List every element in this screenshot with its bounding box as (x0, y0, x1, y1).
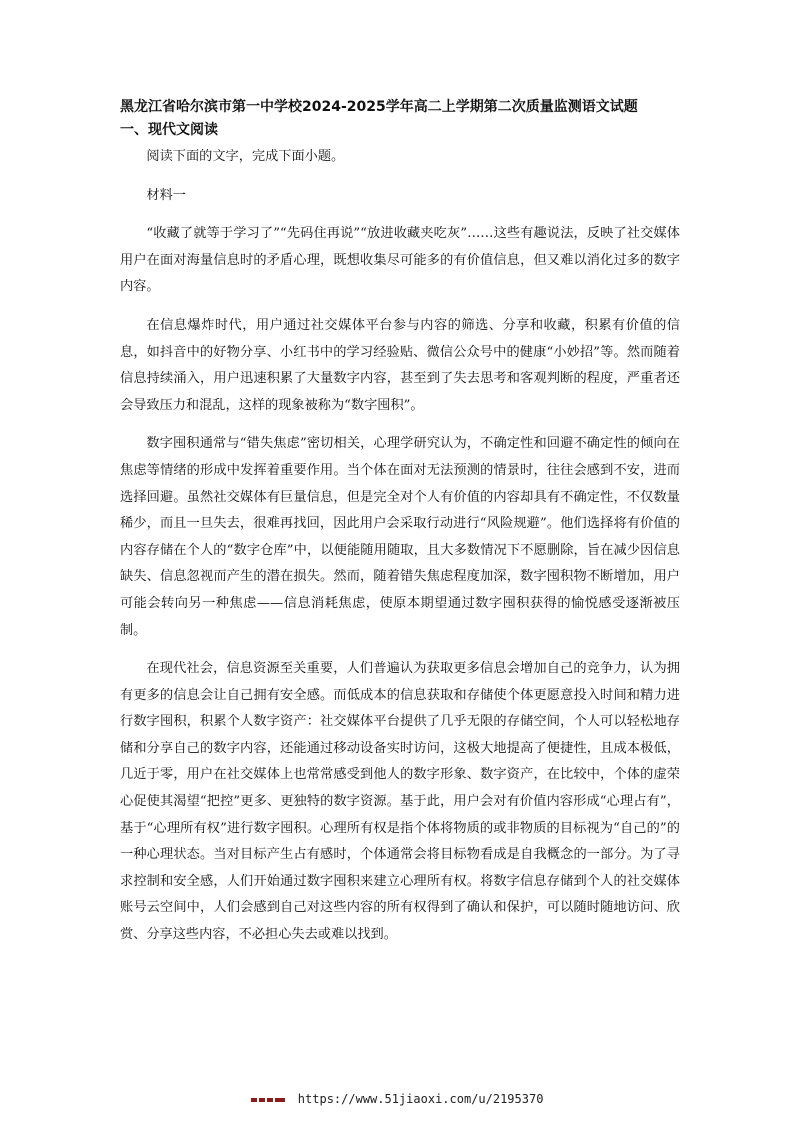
document-title: 黑龙江省哈尔滨市第一中学校2024-2025学年高二上学期第二次质量监测语文试题 (120, 99, 638, 115)
page-footer (0, 1092, 794, 1107)
jiaoxi-logo-icon (251, 1093, 285, 1107)
document-body (120, 144, 680, 949)
paragraph-4: 在现代社会，信息资源至关重要，人们普遍认为获取更多信息会增加自己的竞争力，认为拥有更多的信息会让自己拥有安全感。而低成本的信息获取和存储使个体更愿意投入时间和精力进行数字囤积，积累个人数字资产：社交媒体平台提供了几乎无限的存储空间，个人可以轻松地存储和分享自己的数字内容，还能通过移动设备实时访问，这极大地提高了便捷性，且成本极低，几近于零，用户在社交媒体上也常常感受到他人的数字形象、数字资产，在比较中，个体的虚荣心促使其渴望“把控”更多、更独特的数字资源。基于此，用户会对有价值内容形成“心理占有”，基于“心理所有权”进行数字囤积。心理所有权是指个体将物质的或非物质的目标视为“自己的”的一种心理状态。当对目标产生占有感时，个体通常会将目标物看成是自我概念的一部分。为了寻求控制和安全感，人们开始通过数字囤积来建立心理所有权。将数字信息存储到个人的社交媒体账号云空间中，人们会感到自己对这些内容的所有权得到了确认和保护，可以随时随地访问、欣赏、分享这些内容，不必担心失去或难以找到。 (120, 661, 680, 943)
instruction-text: 阅读下面的文字，完成下面小题。 (146, 149, 345, 164)
material-label: 材料一 (146, 187, 186, 203)
footer-url[interactable]: https://www.51jiaoxi.com/u/2195370 (297, 1092, 544, 1106)
section-heading: 一、现代文阅读 (120, 122, 218, 138)
paragraph-1: “收藏了就等于学习了”“先码住再说”“放进收藏夹吃灰”……这些有趣说法，反映了社交媒体用户在面对海量信息时的矛盾心理，既想收集尽可能多的有价值信息，但又难以消化过多的数字内容。 (120, 226, 680, 295)
paragraph-2: 在信息爆炸时代，用户通过社交媒体平台参与内容的筛选、分享和收藏，积累有价值的信息，如抖音中的好物分享、小红书中的学习经验贴、微信公众号中的健康“小妙招”等。然而随着信息持续涌入，用户迅速积累了大量数字内容，甚至到了失去思考和客观判断的程度，严重者还会导致压力和混乱，这样的现象被称为“数字囤积”。 (120, 317, 680, 413)
paragraph-3: 数字囤积通常与“错失焦虑”密切相关，心理学研究认为，不确定性和回避不确定性的倾向在焦虑等情绪的形成中发挥着重要作用。当个体在面对无法预测的情景时，往往会感到不安，进而选择回避。虽然社交媒体有巨量信息，但是完全对个人有价值的内容却具有不确定性，不仅数量稀少，而且一旦失去，很难再找回，因此用户会采取行动进行“风险规避”。他们选择将有价值的内容存储在个人的“数字仓库”中，以便能随用随取，且大多数情况下不愿删除，旨在减少因信息缺失、信息忽视而产生的潜在损失。然而，随着错失焦虑程度加深，数字囤积物不断增加，用户可能会转向另一种焦虑——信息消耗焦虑，使原本期望通过数字囤积获得的愉悦感受逐渐被压制。 (120, 436, 680, 638)
